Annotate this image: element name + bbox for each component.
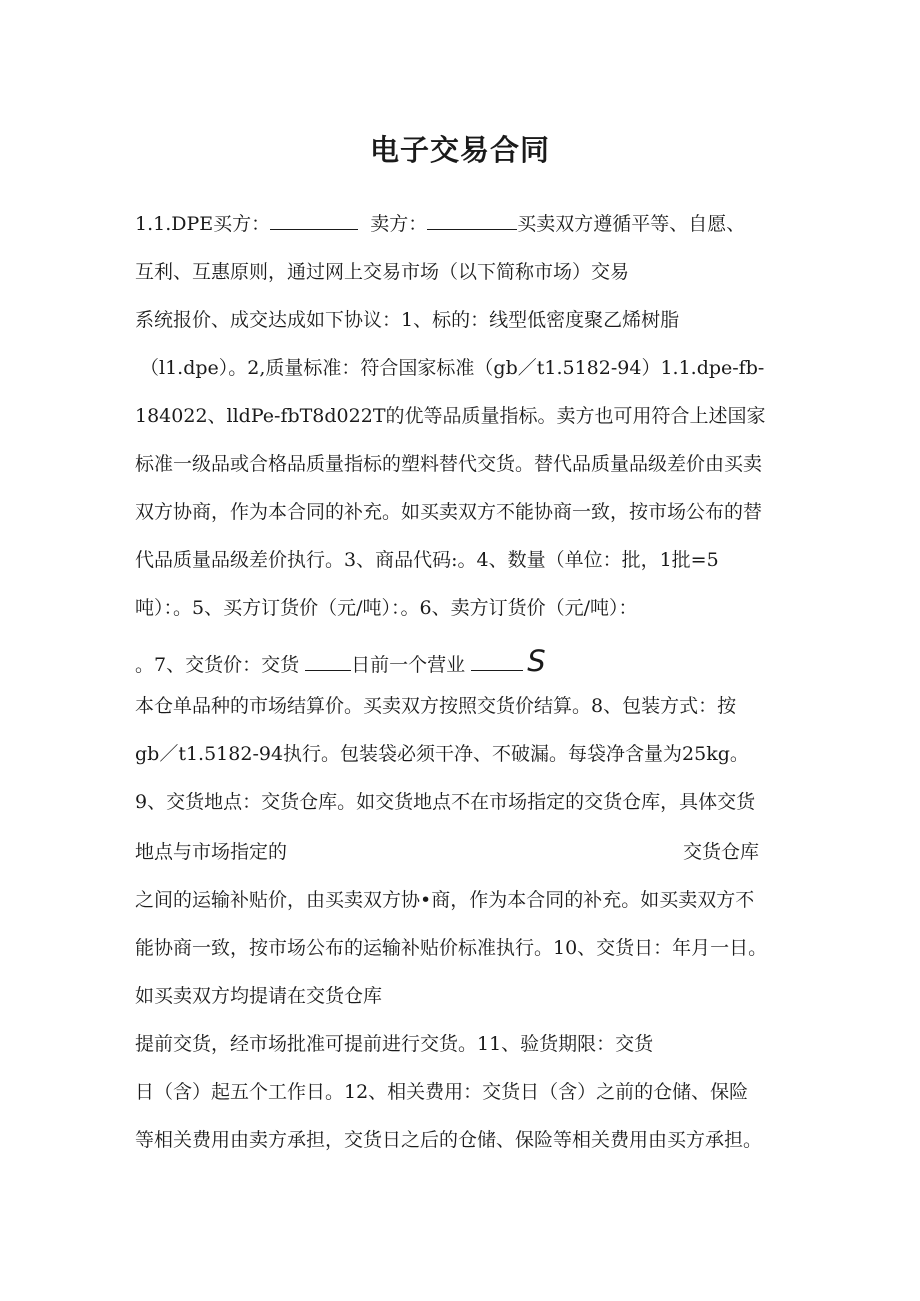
business-blank	[471, 668, 523, 671]
paragraph-line-13: 9、交货地点：交货仓库。如交货地点不在市场指定的交货仓库，具体交货	[135, 791, 756, 813]
seller-blank	[427, 227, 517, 230]
buyer-label: 1.1.DPE买方：	[135, 213, 271, 235]
paragraph-line-7: 双方协商，作为本合同的补充。如买卖双方不能协商一致，按市场公布的替	[135, 501, 763, 523]
paragraph-line-14a: 地点与市场指定的	[135, 841, 288, 863]
paragraph-line-20: 等相关费用由卖方承担，交货日之后的仓储、保险等相关费用由买方承担。	[135, 1129, 763, 1151]
document-title: 电子交易合同	[369, 133, 550, 167]
stray-s-glyph: S	[527, 644, 546, 678]
delivery-day-blank	[305, 668, 351, 671]
paragraph-line-12: gb／t1.5182-94执行。包装袋必须干净、不破漏。每袋净含量为25kg。	[135, 743, 749, 765]
paragraph-line-5: 184022、lldPe-fbT8d022T的优等品质量指标。卖方也可用符合上述国家	[135, 405, 766, 427]
paragraph-line-1	[135, 215, 745, 234]
line-1-tail: 买卖双方遵循平等、自愿、	[517, 213, 746, 235]
paragraph-line-18: 提前交货，经市场批准可提前进行交货。11、验货期限：交货	[135, 1033, 654, 1055]
seller-label: 卖方：	[370, 213, 428, 235]
delivery-price-label: 。7、交货价：交货	[135, 654, 300, 676]
paragraph-line-2: 互利、互惠原则，通过网上交易市场（以下简称市场）交易	[135, 261, 630, 283]
paragraph-line-9: 吨）：。5、买方订货价（元/吨）：。6、卖方订货价（元/吨）：	[135, 597, 638, 619]
business-day-label: 日前一个营业	[351, 654, 466, 676]
paragraph-line-4: （l1.dpe）。2,质量标准：符合国家标准（gb／t1.5182-94）1.1.dpe-fb-	[140, 357, 765, 379]
paragraph-line-14b: 交货仓库	[683, 841, 760, 863]
paragraph-line-15: 之间的运输补贴价，由买卖双方协•商，作为本合同的补充。如买卖双方不	[135, 889, 755, 911]
paragraph-line-19: 日（含）起五个工作日。12、相关费用：交货日（含）之前的仓储、保险	[135, 1081, 749, 1103]
buyer-blank	[270, 227, 358, 230]
paragraph-line-11: 本仓单品种的市场结算价。买卖双方按照交货价结算。8、包装方式：按	[135, 695, 737, 717]
paragraph-line-16: 能协商一致，按市场公布的运输补贴价标准执行。10、交货日：年月一日。	[135, 937, 768, 959]
paragraph-line-3: 系统报价、成交达成如下协议：1、标的：线型低密度聚乙烯树脂	[135, 309, 680, 331]
paragraph-line-17: 如买卖双方均提请在交货仓库	[135, 985, 383, 1007]
paragraph-line-6: 标准一级品或合格品质量指标的塑料替代交货。替代品质量品级差价由买卖	[135, 453, 763, 475]
paragraph-line-10	[135, 644, 546, 678]
paragraph-line-8: 代品质量品级差价执行。3、商品代码:。4、数量（单位：批，1批=5	[135, 549, 719, 571]
